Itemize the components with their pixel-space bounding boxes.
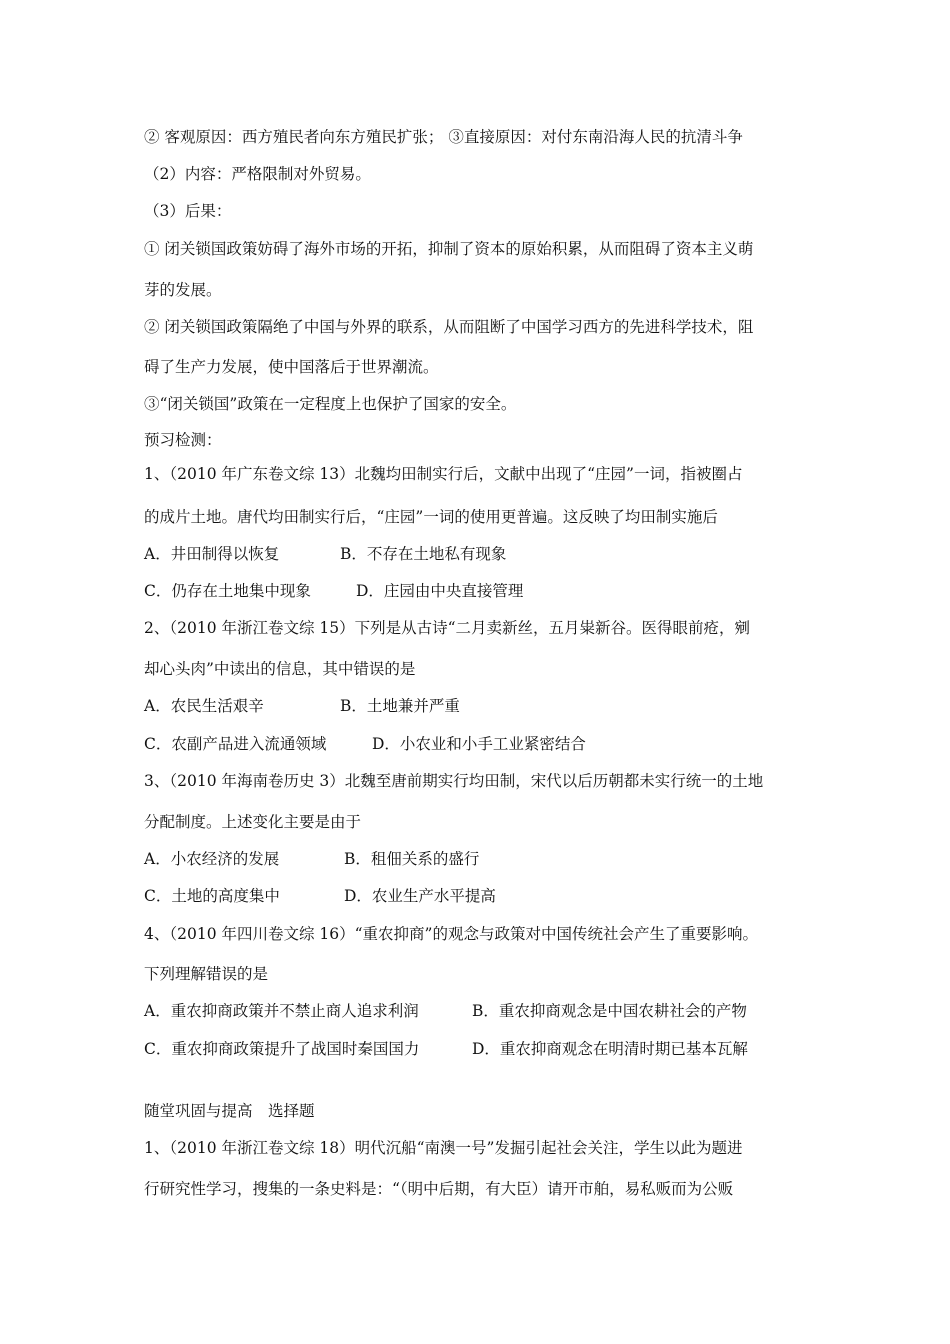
consolidation-q1-stem-b: 行研究性学习，搜集的一条史料是：“（明中后期，有大臣）请开市舶，易私贩而为公贩 [144,1180,734,1198]
consequence-2-line-a: ② 闭关锁国政策隔绝了中国与外界的联系，从而阻断了中国学习西方的先进科学技术，阻 [144,318,754,336]
option-d: D．农业生产水平提高 [344,887,496,905]
option-c: C．农副产品进入流通领域 [144,735,327,753]
option-b: B．土地兼并严重 [340,697,460,715]
preview-q2-options-cd [144,734,586,754]
option-a: A．小农经济的发展 [144,850,280,868]
consequence-1-line-a: ① 闭关锁国政策妨碍了海外市场的开拓，抑制了资本的原始积累，从而阻碍了资本主义萌 [144,240,754,258]
preview-q1-options-cd [144,581,524,601]
preview-q3-options-cd [144,886,496,906]
preview-q2-options-ab [144,696,460,716]
option-d: D．庄园由中央直接管理 [356,582,524,600]
preview-q3-stem-a: 3、（2010 年海南卷历史 3）北魏至唐前期实行均田制，宋代以后历朝都未实行统一的土地 [144,772,764,790]
consequence-heading: （3）后果： [144,202,232,220]
preview-q4-stem-b: 下列理解错误的是 [144,965,269,983]
consequence-2-line-b: 碍了生产力发展，使中国落后于世界潮流。 [144,358,439,376]
option-c: C．重农抑商政策提升了战国时秦国国力 [144,1040,420,1058]
option-b: B．租佃关系的盛行 [344,850,480,868]
consequence-1-line-b: 芽的发展。 [144,281,222,299]
preview-q4-stem-a: 4、（2010 年四川卷文综 16）“重农抑商”的观念与政策对中国传统社会产生了重要影响。 [144,925,758,943]
option-c: C．仍存在土地集中现象 [144,582,311,600]
option-d: D．小农业和小手工业紧密结合 [372,735,586,753]
option-d: D．重农抑商观念在明清时期已基本瓦解 [472,1040,748,1058]
preview-q1-options-ab [144,544,507,564]
preview-q1-stem-b: 的成片土地。唐代均田制实行后，“庄园”一词的使用更普遍。这反映了均田制实施后 [144,508,718,526]
cause-line: ② 客观原因：西方殖民者向东方殖民扩张； ③直接原因：对付东南沿海人民的抗清斗争 [144,128,743,146]
option-b: B．不存在土地私有现象 [340,545,507,563]
preview-q4-options-ab [144,1001,747,1021]
content-line: （2）内容：严格限制对外贸易。 [144,165,371,183]
consolidation-heading: 随堂巩固与提高 选择题 [144,1102,315,1120]
preview-q3-options-ab [144,849,480,869]
preview-q1-stem-a: 1、（2010 年广东卷文综 13）北魏均田制实行后，文献中出现了“庄园”一词，指被圈占 [144,465,743,483]
preview-q3-stem-b: 分配制度。上述变化主要是由于 [144,813,362,831]
preview-q2-stem-b: 却心头肉”中读出的信息，其中错误的是 [144,660,416,678]
consolidation-q1-stem-a: 1、（2010 年浙江卷文综 18）明代沉船“南澳一号”发掘引起社会关注，学生以此为题进 [144,1139,743,1157]
preview-q4-options-cd [144,1039,748,1059]
consequence-3-line: ③“闭关锁国”政策在一定程度上也保护了国家的安全。 [144,395,517,413]
option-a: A．重农抑商政策并不禁止商人追求利润 [144,1002,419,1020]
option-a: A．农民生活艰辛 [144,697,264,715]
preview-q2-stem-a: 2、（2010 年浙江卷文综 15）下列是从古诗“二月卖新丝，五月粜新谷。医得眼前疮，剜 [144,619,751,637]
preview-heading: 预习检测： [144,431,222,449]
option-c: C．土地的高度集中 [144,887,280,905]
option-b: B．重农抑商观念是中国农耕社会的产物 [472,1002,747,1020]
option-a: A．井田制得以恢复 [144,545,280,563]
